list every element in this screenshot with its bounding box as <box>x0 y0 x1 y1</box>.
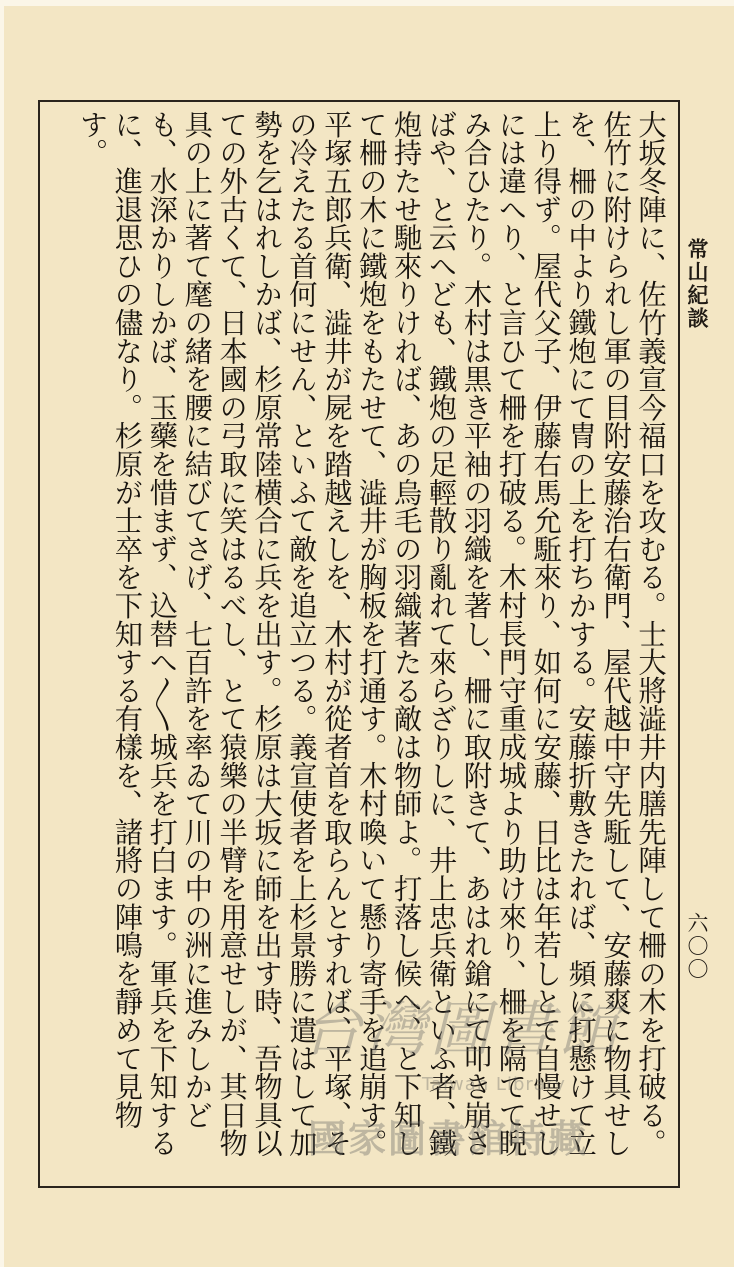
body-text <box>52 110 667 1178</box>
watermark-organization: 國家圖書館特藏 <box>308 1116 589 1161</box>
watermark-logo: 台灣圖書館 <box>302 995 622 1065</box>
body-paragraph: 大坂冬陣に、佐竹義宣今福口を攻むる。士大將澁井内膳先陣して柵の木を打破る。佐竹に附けられし軍の目附安藤治右衛門、屋代越中守先駈して、安藤爽に物具せしを、柵の中より鐵炮にて冑の上を打ちかする。安藤折敷きたれば、頻に打懸けて立上り得ず。屋代父子、伊藤右馬允駈來り、如何に安藤、日比は年若しとて自慢せしには違へり、と言ひて柵を打破る。木村長門守重成城より助け來り、柵を隔てて睨み合ひたり。木村は黒き平袖の羽織を著し、柵に取附きて、あはれ鎗にて叩き崩さばや、と云へども、鐵炮の足輕散り亂れて來らざりしに、井上忠兵衛といふ者、鐵炮持たせ馳來りければ、あの烏毛の羽織著たる敵は物師よ。打落し候へ、と下知して柵の木に鐵炮をもたせて、澁井が胸板を打通す。木村喚いて懸り寄手を追崩す。平塚五郎兵衛、澁井が屍を踏越えしを、木村が從者首を取らんとすれば、平塚、その冷えたる首何にせん、といふて敵を追立つる。義宣使者を上杉景勝に遣はして加勢を乞はれしかば、杉原常陸横合に兵を出す。杉原は大坂に師を出す時、吾物具以ての外古くて、日本國の弓取に笑はるべし、とて猿樂の半臂を用意せしが、其日物具の上に著て麾の緒を腰に結びてさげ、七百許を率ゐて川の中の洲に進みしかども、水深かりしかば、玉藥を惜まず、込替へ〳〵城兵を打白ます。軍兵を下知するに、進退思ひの儘なり。杉原が士卒を下知する有樣を、諸將の陣鳴を靜めて見物す。 <box>75 110 667 1158</box>
watermark-subtitle: Taiwan Library <box>422 1074 566 1095</box>
page-number: 六〇〇 <box>685 912 709 981</box>
running-title: 常山紀談 <box>685 238 710 330</box>
